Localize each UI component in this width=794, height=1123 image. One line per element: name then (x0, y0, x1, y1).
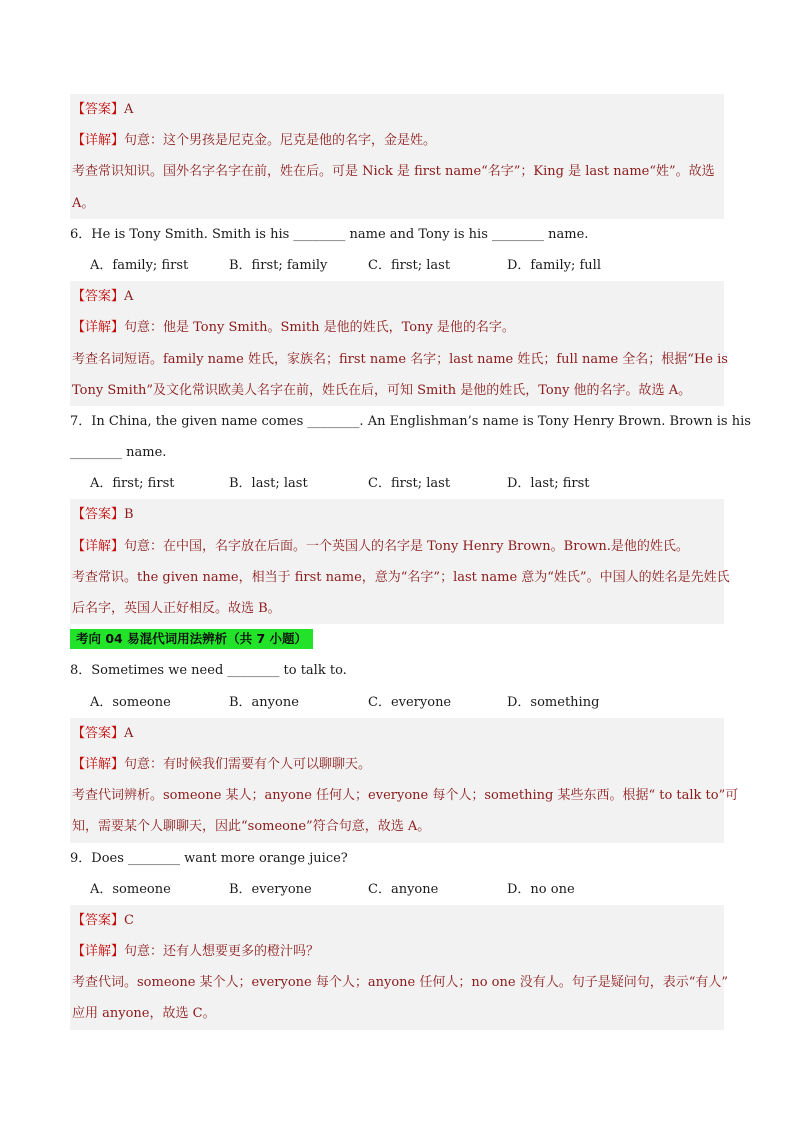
explanation-text: 应用 anyone，故选 C。 (72, 1006, 216, 1022)
question-stem: 9．Does ________ want more orange juice? (70, 850, 348, 866)
answer-text: 句意：有时候我们需要有个人可以聊聊天。 (124, 756, 372, 772)
answer-block (70, 94, 724, 219)
option-c: C．first; last (368, 257, 451, 273)
answer-line (72, 344, 728, 375)
answer-line (72, 312, 722, 343)
answer-line (72, 811, 722, 842)
answer-label: 【详解】 (72, 756, 125, 772)
answer-label: 【答案】 (72, 725, 125, 741)
question-options (70, 250, 724, 281)
question-options (70, 874, 724, 905)
explanation-text: 考查代词。someone 某个人；everyone 每个人；anyone 任何人；no one 没有人。句子是疑问句，表示“有人” (72, 975, 728, 991)
question-stem: 6．He is Tony Smith. Smith is his ________ name and Tony is his ________ name. (70, 226, 589, 242)
option-c: C．everyone (368, 694, 452, 710)
explanation-text: A。 (72, 195, 95, 211)
answer-label: 【详解】 (72, 538, 125, 554)
explanation-text: 考查常识知识。国外名字名字在前，姓在后。可是 Nick 是 first name“名字”；King 是 last name“姓”。故选 (72, 164, 715, 180)
answer-line (72, 780, 739, 811)
answer-line (72, 967, 728, 998)
answer-block (70, 499, 730, 624)
answer-line (72, 188, 722, 219)
section-heading: 考向 04 易混代词用法辨析（共 7 小题） (70, 629, 313, 649)
option-d: D．family; full (507, 257, 601, 273)
answer-label: 【详解】 (72, 944, 125, 960)
answer-label: 【详解】 (72, 133, 125, 149)
question-options (70, 687, 724, 718)
answer-line (72, 156, 722, 187)
answer-block (70, 905, 728, 1030)
answer-label: 【答案】 (72, 102, 125, 117)
question-stem: ________ name. (70, 445, 167, 461)
explanation-text: 后名字，英国人正好相反。故选 B。 (72, 601, 281, 616)
answer-text: A (124, 289, 134, 305)
option-b: B．last; last (229, 476, 308, 492)
question-stem: 8．Sometimes we need ________ to talk to. (70, 663, 347, 679)
section-heading-row (70, 624, 724, 655)
answer-text: B (124, 507, 134, 523)
answer-line (72, 718, 722, 749)
answer-line (72, 998, 722, 1029)
answer-line (72, 749, 722, 780)
explanation-text: 考查常识。the given name，相当于 first name，意为“名字”；last name 意为“姓氏”。中国人的姓名是先姓氏 (72, 569, 730, 585)
explanation-text: 考查代词辨析。someone 某人；anyone 任何人；everyone 每个人；something 某些东西。根据“ to talk to”可 (72, 788, 739, 804)
option-d: D．something (507, 694, 600, 710)
option-c: C．anyone (368, 881, 439, 897)
answer-block (70, 281, 728, 406)
option-a: A．first; first (90, 476, 175, 492)
option-a: A．someone (90, 881, 171, 897)
explanation-text: 考查名词短语。family name 姓氏，家族名；first name 名字；last name 姓氏；full name 全名；根据“He is (72, 351, 728, 367)
answer-label: 【详解】 (72, 320, 125, 336)
option-b: B．first; family (229, 257, 328, 273)
option-a: A．someone (90, 694, 171, 710)
answer-line (72, 905, 722, 936)
explanation-text: 知，需要某个人聊聊天，因此“someone”符合句意，故选 A。 (72, 819, 431, 835)
answer-text: 句意：在中国，名字放在后面。一个英国人的名字是 Tony Henry Brown。Brown.是他的姓氏。 (124, 538, 689, 554)
answer-label: 【答案】 (72, 507, 125, 523)
answer-line (72, 281, 722, 312)
answer-text: C (124, 912, 134, 928)
option-b: B．anyone (229, 694, 299, 710)
explanation-text: Tony Smith”及文化常识欧美人名字在前，姓氏在后，可知 Smith 是他的姓氏，Tony 他的名字。故选 A。 (72, 382, 692, 398)
answer-text: 句意：他是 Tony Smith。Smith 是他的姓氏，Tony 是他的名字。 (124, 320, 515, 336)
answer-text: 句意：这个男孩是尼克金。尼克是他的名字，金是姓。 (124, 133, 437, 149)
option-d: D．no one (507, 881, 575, 897)
option-b: B．everyone (229, 881, 312, 897)
answer-line (72, 936, 722, 967)
option-a: A．family; first (90, 257, 189, 273)
answer-label: 【答案】 (72, 289, 125, 305)
answer-block (70, 718, 739, 843)
answer-line (72, 562, 730, 593)
document-page (70, 94, 751, 1030)
answer-text: A (124, 725, 134, 741)
answer-line (72, 94, 722, 125)
question-options (70, 468, 724, 499)
question-stem: 7．In China, the given name comes ________. An Englishman’s name is Tony Henry Brown. Brown is his (70, 413, 751, 429)
answer-line (72, 531, 722, 562)
answer-text: 句意：还有人想要更多的橙汁吗？ (124, 944, 320, 960)
answer-text: A (124, 102, 134, 117)
option-c: C．first; last (368, 476, 451, 492)
answer-line (72, 125, 722, 156)
answer-line (72, 499, 722, 530)
answer-line (72, 593, 722, 624)
answer-line (72, 375, 722, 406)
answer-label: 【答案】 (72, 912, 125, 928)
option-d: D．last; first (507, 476, 590, 492)
